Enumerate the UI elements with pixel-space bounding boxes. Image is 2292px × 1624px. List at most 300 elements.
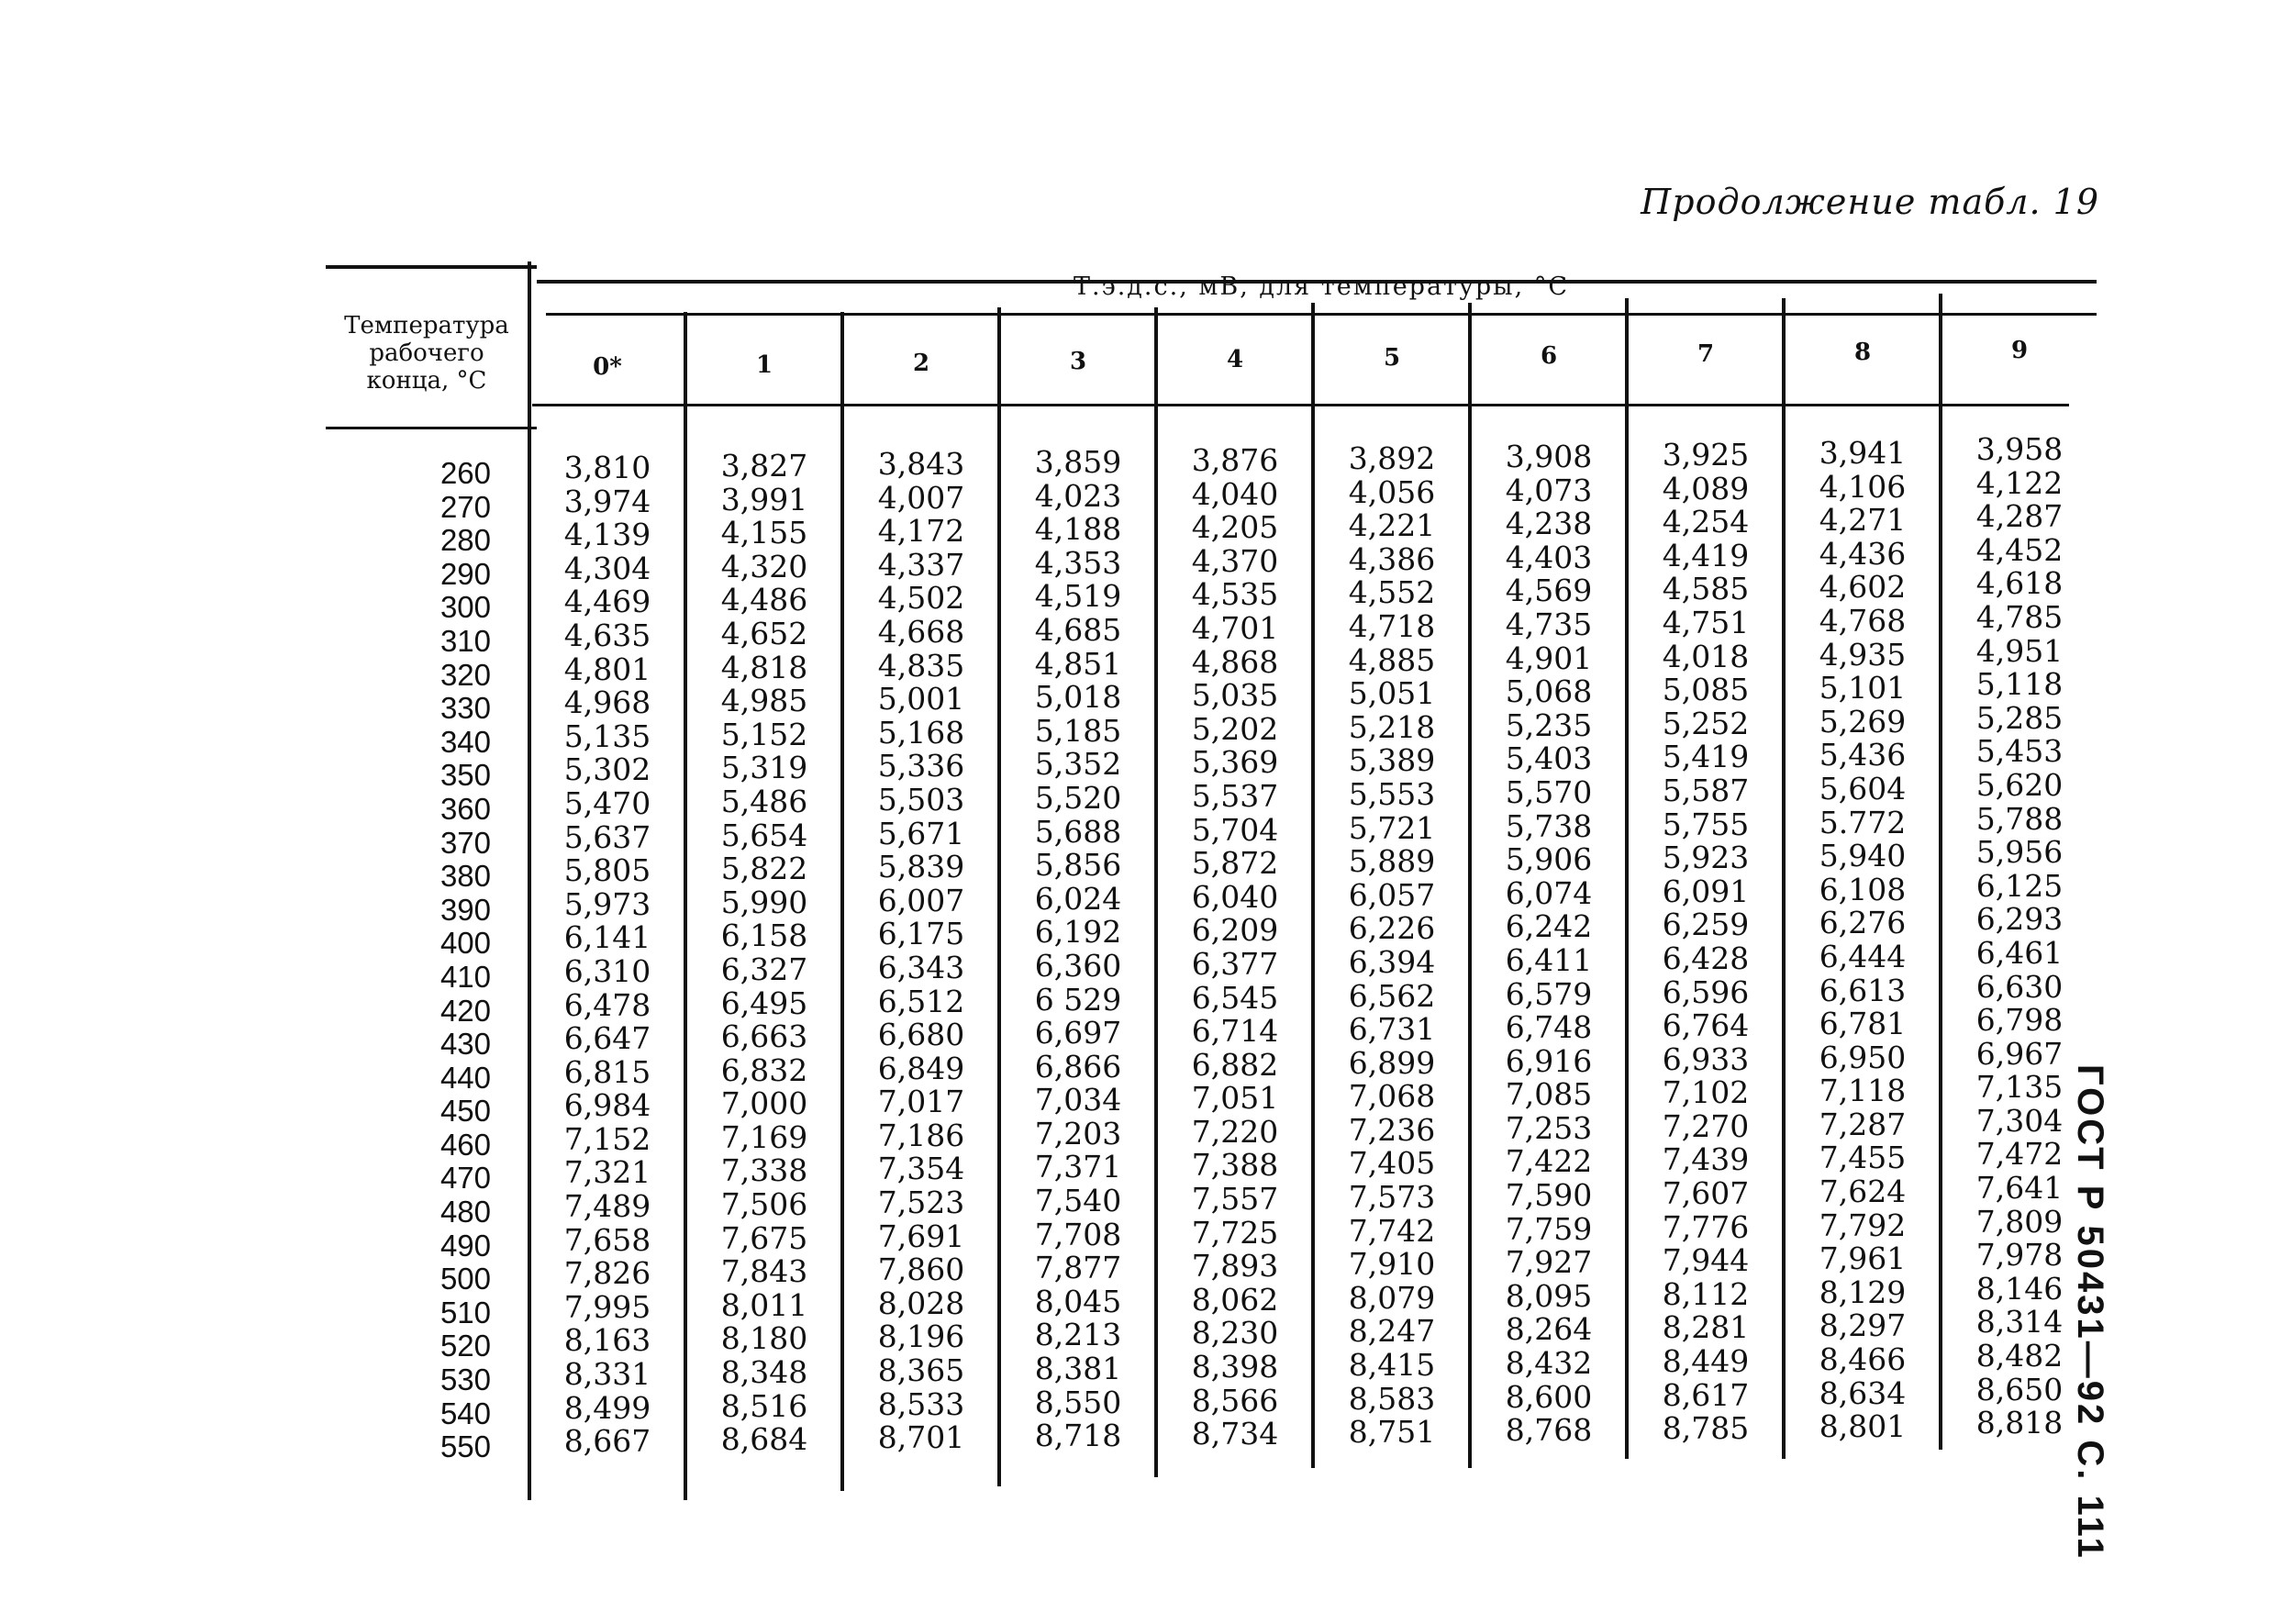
value-cell: 6,748 — [1505, 1009, 1593, 1046]
value-cell: 7,455 — [1819, 1140, 1907, 1176]
value-cell: 4,238 — [1505, 506, 1593, 542]
col-header-0: 0* — [593, 353, 622, 381]
value-cell: 8,247 — [1348, 1313, 1436, 1350]
value-cell: 5,419 — [1662, 739, 1750, 775]
value-cell: 7,220 — [1191, 1113, 1279, 1150]
temperature-cell: 470 — [439, 1161, 491, 1196]
value-cell: 3,859 — [1034, 444, 1122, 480]
value-cell: 5,486 — [720, 783, 808, 819]
left-header-bottom-rule — [326, 427, 537, 429]
value-cell: 4,056 — [1348, 473, 1436, 510]
temperature-cell: 270 — [439, 489, 491, 524]
col-header-9: 9 — [2010, 337, 2029, 364]
value-cell: 6,141 — [563, 919, 651, 956]
temperature-cell: 290 — [439, 556, 491, 591]
value-cell: 6,916 — [1505, 1042, 1593, 1079]
header-bottom-rule — [532, 404, 2069, 406]
top-rule-left — [326, 265, 537, 269]
value-cell: 7,776 — [1662, 1208, 1750, 1245]
value-cell: 6,007 — [877, 882, 965, 918]
value-cell: 7,068 — [1348, 1078, 1436, 1115]
value-column-4 — [1157, 444, 1313, 1452]
value-cell: 4,652 — [720, 615, 808, 651]
value-cell: 6,394 — [1348, 943, 1436, 980]
value-cell: 7,203 — [1034, 1115, 1122, 1151]
value-cell: 7,321 — [563, 1154, 651, 1191]
value-cell: 6,967 — [1975, 1035, 2064, 1072]
temperature-cell: 350 — [439, 758, 491, 793]
value-cell: 6,630 — [1975, 968, 2064, 1005]
value-cell: 5,068 — [1505, 673, 1593, 710]
col-header-3: 3 — [1069, 348, 1087, 375]
value-cell: 5,537 — [1191, 777, 1279, 814]
value-cell: 6,343 — [877, 949, 965, 985]
value-cell: 8,533 — [877, 1385, 965, 1422]
value-cell: 5,018 — [1034, 679, 1122, 716]
value-column-5 — [1314, 442, 1470, 1450]
value-cell: 4,155 — [720, 515, 808, 551]
value-cell: 5,721 — [1348, 809, 1436, 846]
value-cell: 7,304 — [1975, 1102, 2064, 1139]
value-cell: 6 529 — [1034, 981, 1122, 1018]
value-cell: 7,675 — [720, 1219, 808, 1256]
value-cell: 7,085 — [1505, 1076, 1593, 1113]
value-cell: 6,226 — [1348, 910, 1436, 947]
col-header-8: 8 — [1853, 339, 1872, 366]
value-cell: 6,545 — [1191, 979, 1279, 1016]
row-header — [326, 312, 528, 395]
value-cell: 5,637 — [563, 818, 651, 855]
value-cell: 5.772 — [1819, 804, 1907, 840]
temperature-cell: 480 — [439, 1195, 491, 1229]
value-cell: 7,978 — [1975, 1237, 2064, 1274]
value-cell: 7,742 — [1348, 1212, 1436, 1249]
value-cell: 4,718 — [1348, 607, 1436, 644]
value-cell: 8,297 — [1819, 1307, 1907, 1344]
value-cell: 5,839 — [877, 849, 965, 885]
value-cell: 7,792 — [1819, 1207, 1907, 1243]
value-cell: 4,320 — [720, 548, 808, 584]
value-cell: 5,302 — [563, 751, 651, 788]
value-cell: 8,095 — [1505, 1277, 1593, 1314]
value-cell: 6,259 — [1662, 907, 1750, 943]
value-cell: 4,701 — [1191, 609, 1279, 646]
value-cell: 7,624 — [1819, 1174, 1907, 1210]
col-header-5: 5 — [1383, 344, 1401, 372]
value-cell: 5,269 — [1819, 703, 1907, 740]
value-cell: 8,213 — [1034, 1317, 1122, 1353]
value-cell: 7,253 — [1505, 1109, 1593, 1146]
value-cell: 5,235 — [1505, 706, 1593, 743]
value-cell: 5,403 — [1505, 740, 1593, 777]
value-cell: 6,276 — [1819, 905, 1907, 941]
value-cell: 6,562 — [1348, 977, 1436, 1014]
value-cell: 4,768 — [1819, 602, 1907, 639]
value-cell: 4,569 — [1505, 573, 1593, 609]
value-cell: 5,755 — [1662, 806, 1750, 842]
value-cell: 6,882 — [1191, 1046, 1279, 1083]
value-cell: 4,188 — [1034, 511, 1122, 548]
col-header-6: 6 — [1540, 342, 1558, 370]
value-cell: 6,428 — [1662, 940, 1750, 976]
value-cell: 5,118 — [1975, 666, 2064, 703]
value-cell: 7,152 — [563, 1120, 651, 1157]
value-cell: 6,478 — [563, 986, 651, 1023]
value-cell: 5,688 — [1034, 813, 1122, 850]
value-cell: 4,885 — [1348, 641, 1436, 678]
value-cell: 8,449 — [1662, 1343, 1750, 1380]
value-cell: 4,901 — [1505, 640, 1593, 676]
value-cell: 8,163 — [563, 1322, 651, 1359]
value-cell: 8,146 — [1975, 1270, 2064, 1307]
value-cell: 8,818 — [1975, 1405, 2064, 1441]
value-cell: 6,444 — [1819, 938, 1907, 974]
value-cell: 8,768 — [1505, 1412, 1593, 1449]
value-cell: 4,287 — [1975, 498, 2064, 535]
value-cell: 5,923 — [1662, 840, 1750, 876]
value-cell: 4,106 — [1819, 468, 1907, 505]
value-cell: 7,809 — [1975, 1203, 2064, 1240]
value-column-8 — [1785, 437, 1941, 1444]
value-cell: 7,439 — [1662, 1141, 1750, 1178]
value-cell: 5,336 — [877, 748, 965, 784]
value-cell: 7,422 — [1505, 1143, 1593, 1180]
value-cell: 5,152 — [720, 716, 808, 752]
value-cell: 5,436 — [1819, 737, 1907, 773]
temperature-cell: 510 — [439, 1295, 491, 1329]
value-cell: 8,314 — [1975, 1304, 2064, 1340]
value-cell: 8,028 — [877, 1285, 965, 1321]
value-cell: 5,822 — [720, 851, 808, 887]
value-cell: 8,415 — [1348, 1347, 1436, 1384]
value-cell: 4,436 — [1819, 535, 1907, 572]
value-cell: 8,180 — [720, 1320, 808, 1357]
value-cell: 5,805 — [563, 852, 651, 889]
value-cell: 4,139 — [563, 517, 651, 553]
value-cell: 5,856 — [1034, 847, 1122, 884]
temperature-cell: 320 — [439, 657, 491, 692]
value-cell: 8,129 — [1819, 1274, 1907, 1310]
value-cell: 4,122 — [1975, 464, 2064, 501]
value-cell: 8,381 — [1034, 1351, 1122, 1387]
value-cell: 5,889 — [1348, 843, 1436, 880]
value-cell: 8,011 — [720, 1286, 808, 1323]
value-cell: 7,557 — [1191, 1181, 1279, 1218]
row-header-line: Температура — [344, 312, 509, 339]
value-cell: 3,892 — [1348, 440, 1436, 476]
value-cell: 7,186 — [877, 1117, 965, 1153]
temperature-cell: 460 — [439, 1127, 491, 1162]
temperature-cell: 360 — [439, 791, 491, 826]
value-cell: 8,281 — [1662, 1309, 1750, 1346]
value-cell: 7,338 — [720, 1152, 808, 1189]
value-cell: 7,995 — [563, 1288, 651, 1325]
value-cell: 8,482 — [1975, 1338, 2064, 1374]
value-cell: 4,023 — [1034, 477, 1122, 514]
value-cell: 5,202 — [1191, 710, 1279, 747]
value-cell: 6,596 — [1662, 973, 1750, 1010]
value-cell: 5,990 — [720, 884, 808, 920]
value-cell: 7,523 — [877, 1185, 965, 1221]
value-cell: 6,849 — [877, 1050, 965, 1086]
value-cell: 5,185 — [1034, 712, 1122, 749]
value-cell: 6,899 — [1348, 1044, 1436, 1081]
temperature-cell: 490 — [439, 1228, 491, 1262]
value-cell: 6,984 — [563, 1087, 651, 1124]
value-cell: 6,377 — [1191, 945, 1279, 982]
value-cell: 7,826 — [563, 1255, 651, 1292]
value-cell: 8,432 — [1505, 1345, 1593, 1382]
temperature-cell: 370 — [439, 825, 491, 860]
temperature-column — [326, 457, 491, 1464]
value-cell: 6,815 — [563, 1053, 651, 1090]
value-cell: 5,788 — [1975, 800, 2064, 837]
col-header-1: 1 — [755, 351, 773, 379]
value-cell: 5,570 — [1505, 773, 1593, 810]
value-cell: 4,785 — [1975, 598, 2064, 635]
group-header: Т.э.д.с., мВ, для температуры, °С — [1074, 273, 1569, 301]
temperature-cell: 500 — [439, 1262, 491, 1296]
value-cell: 6,832 — [720, 1051, 808, 1088]
value-cell: 8,734 — [1191, 1416, 1279, 1452]
value-cell: 5,956 — [1975, 834, 2064, 871]
value-cell: 6,024 — [1034, 880, 1122, 917]
value-cell: 6,495 — [720, 984, 808, 1021]
temperature-cell: 300 — [439, 590, 491, 625]
value-cell: 4,172 — [877, 513, 965, 550]
temperature-cell: 430 — [439, 1027, 491, 1062]
temperature-cell: 440 — [439, 1060, 491, 1095]
value-cell: 6,040 — [1191, 878, 1279, 915]
value-cell: 7,236 — [1348, 1111, 1436, 1148]
value-cell: 6,714 — [1191, 1013, 1279, 1050]
col-header-7: 7 — [1697, 340, 1715, 368]
group-header-rule — [546, 313, 2097, 316]
value-cell: 6,074 — [1505, 874, 1593, 911]
value-cell: 5,520 — [1034, 779, 1122, 816]
value-cell: 7,017 — [877, 1084, 965, 1120]
value-cell: 4,304 — [563, 550, 651, 586]
thermo-emf-table — [326, 261, 2097, 1500]
value-cell: 4,007 — [877, 479, 965, 516]
value-cell: 5,973 — [563, 885, 651, 922]
value-cell: 3,827 — [720, 448, 808, 484]
value-cell: 8,801 — [1819, 1408, 1907, 1445]
value-cell: 5,319 — [720, 750, 808, 786]
value-cell: 4,271 — [1819, 502, 1907, 539]
col-header-2: 2 — [912, 350, 930, 377]
value-cell: 6,175 — [877, 916, 965, 952]
value-cell: 7,102 — [1662, 1074, 1750, 1111]
value-cell: 8,566 — [1191, 1382, 1279, 1418]
value-cell: 5,470 — [563, 784, 651, 821]
value-cell: 6,798 — [1975, 1002, 2064, 1039]
value-cell: 4,968 — [563, 684, 651, 721]
value-column-6 — [1471, 440, 1627, 1448]
value-cell: 5,587 — [1662, 772, 1750, 808]
value-cell: 4,221 — [1348, 507, 1436, 544]
value-cell: 3,974 — [563, 483, 651, 519]
value-cell: 4,618 — [1975, 565, 2064, 602]
value-cell: 7,051 — [1191, 1080, 1279, 1117]
value-cell: 6,057 — [1348, 876, 1436, 913]
value-cell: 7,034 — [1034, 1082, 1122, 1118]
value-cell: 4,552 — [1348, 574, 1436, 611]
value-cell: 6,781 — [1819, 1006, 1907, 1042]
value-cell: 4,835 — [877, 647, 965, 684]
value-cell: 7,877 — [1034, 1250, 1122, 1286]
value-cell: 5,168 — [877, 714, 965, 751]
temperature-cell: 540 — [439, 1396, 491, 1430]
value-cell: 8,718 — [1034, 1418, 1122, 1454]
temperature-cell: 330 — [439, 691, 491, 726]
value-cell: 6,192 — [1034, 914, 1122, 951]
value-cell: 4,602 — [1819, 569, 1907, 606]
value-cell: 6,950 — [1819, 1039, 1907, 1075]
value-cell: 7,506 — [720, 1186, 808, 1223]
value-cell: 6,091 — [1662, 873, 1750, 909]
temperature-cell: 410 — [439, 959, 491, 994]
value-cell: 4,668 — [877, 613, 965, 650]
value-cell: 7,843 — [720, 1253, 808, 1290]
value-cell: 7,860 — [877, 1251, 965, 1288]
value-cell: 4,205 — [1191, 509, 1279, 546]
value-cell: 4,985 — [720, 683, 808, 719]
value-cell: 3,843 — [877, 446, 965, 482]
value-cell: 7,169 — [720, 1118, 808, 1155]
value-cell: 4,951 — [1975, 632, 2064, 669]
value-cell: 6,933 — [1662, 1040, 1750, 1077]
row-header-line: конца, °С — [366, 367, 487, 395]
value-column-2 — [843, 448, 999, 1455]
value-cell: 6,293 — [1975, 901, 2064, 938]
value-cell: 5,738 — [1505, 807, 1593, 844]
value-cell: 4,419 — [1662, 537, 1750, 573]
temperature-cell: 310 — [439, 623, 491, 658]
value-cell: 8,045 — [1034, 1283, 1122, 1319]
value-cell: 6,158 — [720, 918, 808, 954]
value-cell: 8,079 — [1348, 1279, 1436, 1316]
value-cell: 5,035 — [1191, 677, 1279, 714]
value-cell: 8,785 — [1662, 1410, 1750, 1447]
value-cell: 4,535 — [1191, 576, 1279, 613]
value-cell: 4,386 — [1348, 540, 1436, 577]
value-cell: 6,242 — [1505, 908, 1593, 945]
value-cell: 6,579 — [1505, 975, 1593, 1012]
temperature-cell: 550 — [439, 1429, 491, 1464]
value-cell: 6,663 — [720, 1018, 808, 1055]
value-cell: 5,001 — [877, 681, 965, 717]
value-cell: 8,634 — [1819, 1374, 1907, 1411]
value-cell: 6,613 — [1819, 972, 1907, 1008]
value-column-1 — [686, 450, 842, 1457]
value-cell: 7,405 — [1348, 1145, 1436, 1182]
value-cell: 7,641 — [1975, 1170, 2064, 1207]
value-cell: 6,360 — [1034, 947, 1122, 984]
value-cell: 4,519 — [1034, 578, 1122, 615]
value-cell: 6,108 — [1819, 871, 1907, 907]
value-cell: 5,453 — [1975, 733, 2064, 770]
value-cell: 8,365 — [877, 1352, 965, 1389]
value-cell: 8,617 — [1662, 1376, 1750, 1413]
value-cell: 5,503 — [877, 781, 965, 818]
value-cell: 4,452 — [1975, 531, 2064, 568]
table-caption: Продолжение табл. 19 — [1641, 182, 2099, 222]
standard-page-label: ГОСТ Р 50431—92 С. 111 — [2070, 1064, 2110, 1561]
value-cell: 4,502 — [877, 580, 965, 617]
value-cell: 7,893 — [1191, 1248, 1279, 1285]
value-cell: 5,671 — [877, 815, 965, 851]
value-cell: 6,411 — [1505, 941, 1593, 978]
temperature-cell: 420 — [439, 993, 491, 1028]
value-cell: 8,062 — [1191, 1281, 1279, 1318]
value-cell: 8,650 — [1975, 1371, 2064, 1407]
value-cell: 8,398 — [1191, 1349, 1279, 1385]
value-column-3 — [1000, 446, 1156, 1453]
value-cell: 8,701 — [877, 1419, 965, 1456]
value-cell: 7,691 — [877, 1218, 965, 1254]
value-cell: 8,516 — [720, 1387, 808, 1424]
value-cell: 4,635 — [563, 617, 651, 653]
value-cell: 7,287 — [1819, 1106, 1907, 1142]
value-cell: 8,499 — [563, 1389, 651, 1426]
value-cell: 4,353 — [1034, 544, 1122, 581]
value-cell: 4,751 — [1662, 604, 1750, 640]
value-cell: 5,285 — [1975, 699, 2064, 736]
temperature-cell: 450 — [439, 1094, 491, 1129]
value-cell: 6,512 — [877, 983, 965, 1019]
value-cell: 5,604 — [1819, 770, 1907, 806]
value-cell: 7,658 — [563, 1221, 651, 1258]
value-cell: 4,337 — [877, 546, 965, 583]
value-cell: 5,872 — [1191, 845, 1279, 882]
value-cell: 8,751 — [1348, 1414, 1436, 1451]
value-cell: 5,704 — [1191, 811, 1279, 848]
value-cell: 8,112 — [1662, 1275, 1750, 1312]
temperature-cell: 280 — [439, 523, 491, 558]
value-cell: 7,270 — [1662, 1107, 1750, 1144]
value-cell: 7,607 — [1662, 1175, 1750, 1212]
value-cell: 4,254 — [1662, 504, 1750, 540]
value-cell: 5,218 — [1348, 708, 1436, 745]
row-header-line: рабочего — [369, 339, 484, 367]
value-cell: 5,101 — [1819, 670, 1907, 706]
value-cell: 6,461 — [1975, 934, 2064, 971]
value-cell: 7,489 — [563, 1188, 651, 1225]
value-cell: 4,073 — [1505, 472, 1593, 508]
value-cell: 6,731 — [1348, 1011, 1436, 1048]
value-cell: 7,759 — [1505, 1210, 1593, 1247]
value-cell: 6,866 — [1034, 1048, 1122, 1085]
value-cell: 4,370 — [1191, 542, 1279, 579]
value-cell: 3,908 — [1505, 439, 1593, 474]
value-cell: 7,371 — [1034, 1149, 1122, 1185]
value-cell: 3,941 — [1819, 435, 1907, 471]
value-cell: 8,684 — [720, 1421, 808, 1458]
value-cell: 5,654 — [720, 817, 808, 853]
temperature-cell: 340 — [439, 724, 491, 759]
value-cell: 8,583 — [1348, 1380, 1436, 1417]
value-cell: 5,389 — [1348, 742, 1436, 779]
value-cell: 8,331 — [563, 1356, 651, 1393]
value-cell: 6,125 — [1975, 867, 2064, 904]
value-cell: 7,573 — [1348, 1179, 1436, 1216]
temperature-cell: 530 — [439, 1363, 491, 1397]
value-cell: 7,944 — [1662, 1242, 1750, 1279]
value-cell: 7,388 — [1191, 1147, 1279, 1184]
value-cell: 3,876 — [1191, 442, 1279, 478]
value-cell: 5,352 — [1034, 746, 1122, 783]
